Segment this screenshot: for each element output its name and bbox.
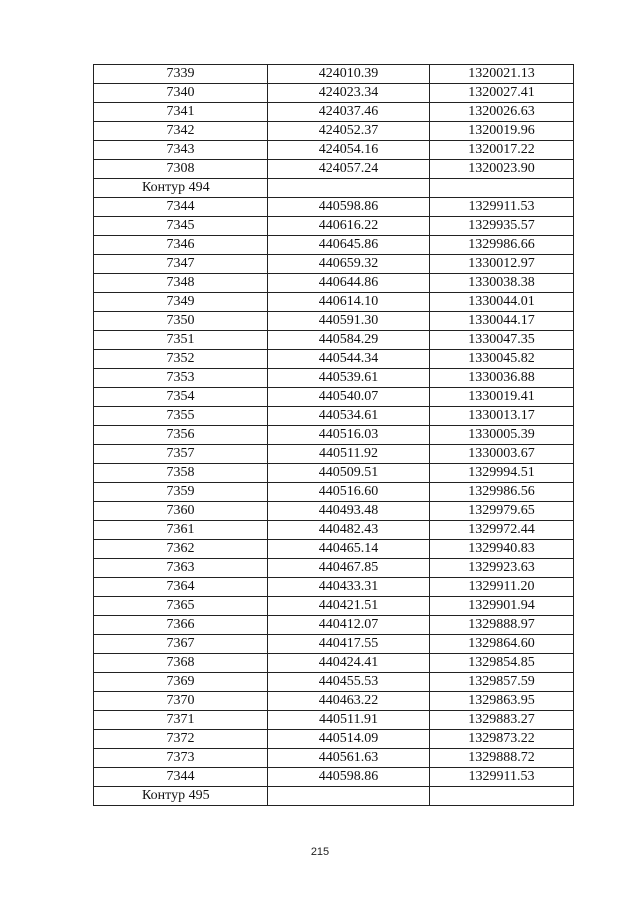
contour-empty-y-cell — [430, 179, 574, 198]
y-coordinate-cell: 1329911.53 — [430, 768, 574, 787]
x-coordinate-cell: 440544.34 — [268, 350, 430, 369]
table-row — [94, 673, 574, 692]
y-coordinate-cell: 1330036.88 — [430, 369, 574, 388]
x-coordinate-cell: 424054.16 — [268, 141, 430, 160]
x-coordinate-cell: 440412.07 — [268, 616, 430, 635]
point-number-cell: 7372 — [94, 730, 268, 749]
y-coordinate-cell: 1330013.17 — [430, 407, 574, 426]
point-number-cell: 7356 — [94, 426, 268, 445]
x-coordinate-cell: 440455.53 — [268, 673, 430, 692]
point-number-cell: 7339 — [94, 65, 268, 84]
x-coordinate-cell: 440644.86 — [268, 274, 430, 293]
point-number-cell: 7354 — [94, 388, 268, 407]
table-row — [94, 749, 574, 768]
table-row — [94, 236, 574, 255]
table-row — [94, 711, 574, 730]
point-number-cell: 7350 — [94, 312, 268, 331]
y-coordinate-cell: 1320027.41 — [430, 84, 574, 103]
point-number-cell: 7369 — [94, 673, 268, 692]
y-coordinate-cell: 1330003.67 — [430, 445, 574, 464]
table-row — [94, 255, 574, 274]
contour-empty-x-cell — [268, 787, 430, 806]
point-number-cell: 7360 — [94, 502, 268, 521]
point-number-cell: 7371 — [94, 711, 268, 730]
x-coordinate-cell: 440424.41 — [268, 654, 430, 673]
x-coordinate-cell: 440463.22 — [268, 692, 430, 711]
table-row — [94, 483, 574, 502]
point-number-cell: 7363 — [94, 559, 268, 578]
y-coordinate-cell: 1330005.39 — [430, 426, 574, 445]
point-number-cell: 7344 — [94, 198, 268, 217]
x-coordinate-cell: 440433.31 — [268, 578, 430, 597]
x-coordinate-cell: 424057.24 — [268, 160, 430, 179]
y-coordinate-cell: 1329986.66 — [430, 236, 574, 255]
point-number-cell: 7373 — [94, 749, 268, 768]
table-row — [94, 768, 574, 787]
table-row — [94, 635, 574, 654]
x-coordinate-cell: 440614.10 — [268, 293, 430, 312]
table-row — [94, 369, 574, 388]
table-row — [94, 445, 574, 464]
y-coordinate-cell: 1329972.44 — [430, 521, 574, 540]
y-coordinate-cell: 1330012.97 — [430, 255, 574, 274]
table-row — [94, 160, 574, 179]
y-coordinate-cell: 1329923.63 — [430, 559, 574, 578]
y-coordinate-cell: 1329994.51 — [430, 464, 574, 483]
point-number-cell: 7362 — [94, 540, 268, 559]
y-coordinate-cell: 1330038.38 — [430, 274, 574, 293]
point-number-cell: 7346 — [94, 236, 268, 255]
contour-empty-x-cell — [268, 179, 430, 198]
table-row — [94, 578, 574, 597]
point-number-cell: 7345 — [94, 217, 268, 236]
point-number-cell: 7340 — [94, 84, 268, 103]
y-coordinate-cell: 1320019.96 — [430, 122, 574, 141]
table-row — [94, 65, 574, 84]
table-row — [94, 350, 574, 369]
table-row — [94, 274, 574, 293]
table-row — [94, 559, 574, 578]
table-row — [94, 540, 574, 559]
table-row — [94, 388, 574, 407]
y-coordinate-cell: 1329888.72 — [430, 749, 574, 768]
table-row — [94, 464, 574, 483]
x-coordinate-cell: 440540.07 — [268, 388, 430, 407]
y-coordinate-cell: 1330047.35 — [430, 331, 574, 350]
point-number-cell: 7341 — [94, 103, 268, 122]
y-coordinate-cell: 1329935.57 — [430, 217, 574, 236]
table-row — [94, 407, 574, 426]
coordinates-table — [93, 64, 574, 806]
point-number-cell: 7355 — [94, 407, 268, 426]
contour-label: Контур 495 — [94, 787, 268, 806]
y-coordinate-cell: 1329864.60 — [430, 635, 574, 654]
point-number-cell: 7364 — [94, 578, 268, 597]
contour-label: Контур 494 — [94, 179, 268, 198]
point-number-cell: 7370 — [94, 692, 268, 711]
point-number-cell: 7357 — [94, 445, 268, 464]
table-row — [94, 217, 574, 236]
y-coordinate-cell: 1320021.13 — [430, 65, 574, 84]
x-coordinate-cell: 440539.61 — [268, 369, 430, 388]
x-coordinate-cell: 440534.61 — [268, 407, 430, 426]
y-coordinate-cell: 1329857.59 — [430, 673, 574, 692]
y-coordinate-cell: 1329911.20 — [430, 578, 574, 597]
contour-header-row — [94, 179, 574, 198]
x-coordinate-cell: 440465.14 — [268, 540, 430, 559]
y-coordinate-cell: 1329940.83 — [430, 540, 574, 559]
x-coordinate-cell: 440598.86 — [268, 768, 430, 787]
point-number-cell: 7343 — [94, 141, 268, 160]
y-coordinate-cell: 1329873.22 — [430, 730, 574, 749]
y-coordinate-cell: 1329911.53 — [430, 198, 574, 217]
point-number-cell: 7342 — [94, 122, 268, 141]
x-coordinate-cell: 440516.60 — [268, 483, 430, 502]
x-coordinate-cell: 440659.32 — [268, 255, 430, 274]
page-number: 215 — [310, 846, 330, 858]
y-coordinate-cell: 1320023.90 — [430, 160, 574, 179]
table-row — [94, 730, 574, 749]
y-coordinate-cell: 1330044.01 — [430, 293, 574, 312]
point-number-cell: 7352 — [94, 350, 268, 369]
point-number-cell: 7359 — [94, 483, 268, 502]
y-coordinate-cell: 1330045.82 — [430, 350, 574, 369]
table-row — [94, 616, 574, 635]
coordinates-table-body — [94, 65, 574, 806]
table-row — [94, 502, 574, 521]
x-coordinate-cell: 440482.43 — [268, 521, 430, 540]
y-coordinate-cell: 1329863.95 — [430, 692, 574, 711]
y-coordinate-cell: 1320017.22 — [430, 141, 574, 160]
x-coordinate-cell: 440417.55 — [268, 635, 430, 654]
point-number-cell: 7348 — [94, 274, 268, 293]
x-coordinate-cell: 424010.39 — [268, 65, 430, 84]
table-row — [94, 654, 574, 673]
point-number-cell: 7353 — [94, 369, 268, 388]
point-number-cell: 7358 — [94, 464, 268, 483]
table-row — [94, 141, 574, 160]
y-coordinate-cell: 1330019.41 — [430, 388, 574, 407]
x-coordinate-cell: 440514.09 — [268, 730, 430, 749]
x-coordinate-cell: 440591.30 — [268, 312, 430, 331]
contour-empty-y-cell — [430, 787, 574, 806]
table-row — [94, 312, 574, 331]
x-coordinate-cell: 440493.48 — [268, 502, 430, 521]
table-row — [94, 103, 574, 122]
x-coordinate-cell: 440616.22 — [268, 217, 430, 236]
point-number-cell: 7344 — [94, 768, 268, 787]
x-coordinate-cell: 440516.03 — [268, 426, 430, 445]
y-coordinate-cell: 1329979.65 — [430, 502, 574, 521]
y-coordinate-cell: 1329888.97 — [430, 616, 574, 635]
x-coordinate-cell: 424023.34 — [268, 84, 430, 103]
point-number-cell: 7361 — [94, 521, 268, 540]
table-row — [94, 597, 574, 616]
x-coordinate-cell: 440467.85 — [268, 559, 430, 578]
table-row — [94, 293, 574, 312]
x-coordinate-cell: 424037.46 — [268, 103, 430, 122]
table-row — [94, 521, 574, 540]
y-coordinate-cell: 1329883.27 — [430, 711, 574, 730]
x-coordinate-cell: 440511.91 — [268, 711, 430, 730]
x-coordinate-cell: 440584.29 — [268, 331, 430, 350]
x-coordinate-cell: 440561.63 — [268, 749, 430, 768]
point-number-cell: 7347 — [94, 255, 268, 274]
y-coordinate-cell: 1329901.94 — [430, 597, 574, 616]
table-row — [94, 331, 574, 350]
point-number-cell: 7365 — [94, 597, 268, 616]
x-coordinate-cell: 440421.51 — [268, 597, 430, 616]
y-coordinate-cell: 1320026.63 — [430, 103, 574, 122]
table-row — [94, 198, 574, 217]
table-row — [94, 84, 574, 103]
y-coordinate-cell: 1330044.17 — [430, 312, 574, 331]
x-coordinate-cell: 440509.51 — [268, 464, 430, 483]
point-number-cell: 7367 — [94, 635, 268, 654]
x-coordinate-cell: 440645.86 — [268, 236, 430, 255]
point-number-cell: 7366 — [94, 616, 268, 635]
contour-header-row — [94, 787, 574, 806]
point-number-cell: 7368 — [94, 654, 268, 673]
table-row — [94, 692, 574, 711]
x-coordinate-cell: 424052.37 — [268, 122, 430, 141]
point-number-cell: 7308 — [94, 160, 268, 179]
x-coordinate-cell: 440511.92 — [268, 445, 430, 464]
point-number-cell: 7351 — [94, 331, 268, 350]
y-coordinate-cell: 1329986.56 — [430, 483, 574, 502]
y-coordinate-cell: 1329854.85 — [430, 654, 574, 673]
table-row — [94, 122, 574, 141]
x-coordinate-cell: 440598.86 — [268, 198, 430, 217]
table-row — [94, 426, 574, 445]
point-number-cell: 7349 — [94, 293, 268, 312]
